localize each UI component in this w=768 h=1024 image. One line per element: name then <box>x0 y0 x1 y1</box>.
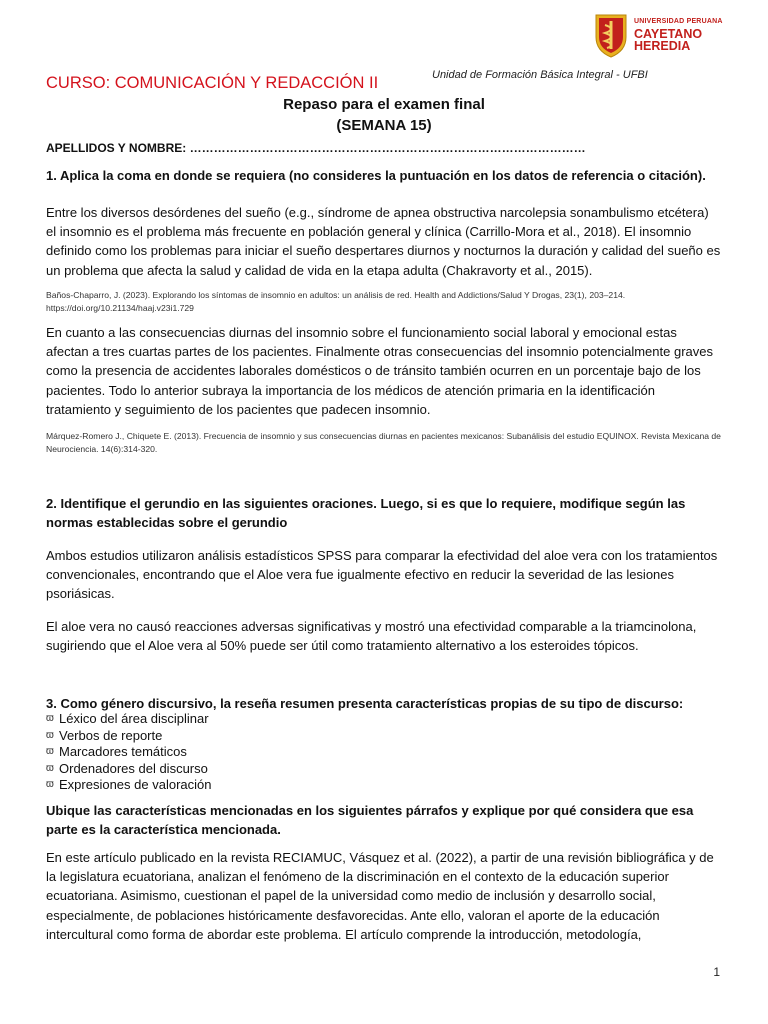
feature-label: Léxico del área disciplinar <box>59 711 209 726</box>
list-item <box>46 777 722 794</box>
section1-paragraph-2: En cuanto a las consecuencias diurnas del insomnio sobre el funcionamiento social laboral y emocional estas afectan a tres cuartas partes de los pacientes. Finalmente otras consecuencias del insomnio potencialmente graves como la presencia de accidentes laborales domésticos o de tránsito también ocurren en un porcentaje bajo de los pacientes. Todo lo anterior subraya la importancia de los médicos de atención primaria en la identificación tratamiento y seguimiento de los pacientes que padecen insomnio. <box>46 325 713 417</box>
list-item <box>46 744 722 761</box>
section1-paragraph-1: Entre los diversos desórdenes del sueño (e.g., síndrome de apnea obstructiva narcolepsia sonambulismo etcétera) el insomnio es el problema más frecuente en población general y clínica (Carrillo-Mora et al., 2018). El insomnio definido como los problemas para iniciar el sueño despertares diurnos y nocturnos la duración y calidad del sueño es un problema que afecta la salud y calidad de vida en la etapa adulta (Chakravorty et al., 2015). <box>46 205 721 278</box>
course-title: CURSO: COMUNICACIÓN Y REDACCIÓN II <box>46 74 379 92</box>
section1-heading: 1. Aplica la coma en donde se requiera (no consideres la puntuación en los datos de referencia o citación). <box>46 168 706 183</box>
bullet-icon: ϖ <box>46 762 54 774</box>
bullet-icon: ϖ <box>46 729 54 741</box>
feature-list <box>46 711 722 794</box>
section3-instruction: Ubique las características mencionadas en los siguientes párrafos y explique por qué considera que esa parte es la característica mencionada. <box>46 803 694 838</box>
student-name-line: APELLIDOS Y NOMBRE: ……………………………………………………………………………………… <box>46 141 586 155</box>
bullet-icon: ϖ <box>46 746 54 757</box>
section3-heading: 3. Como género discursivo, la reseña resumen presenta características propias de su tipo de discurso: <box>46 696 684 711</box>
page-number: 1 <box>713 965 720 979</box>
section1-reference-2: Márquez-Romero J., Chiquete E. (2013). Frecuencia de insomnio y sus consecuencias diurnas en pacientes mexicanos: Subanálisis del estudio EQUINOX. Revista Mexicana de Neurociencia. 14(6):314-320. <box>46 431 721 454</box>
feature-label: Expresiones de valoración <box>59 777 212 792</box>
page-subtitle: (SEMANA 15) <box>336 117 432 134</box>
section3-feature-list-wrapper <box>46 711 722 794</box>
bullet-icon: ϖ <box>46 779 54 790</box>
university-logo <box>592 10 752 60</box>
list-item <box>46 761 722 778</box>
page-title: Repaso para el examen final <box>283 96 485 113</box>
section1-reference-1: Baños-Chaparro, J. (2023). Explorando los síntomas de insomnio en adultos: un análisis de red. Health and Addictions/Salud Y Drogas, 23(1), 203–214. https://doi.org/10.21134/haaj.v23i1.729 <box>46 290 626 313</box>
bullet-icon: ϖ <box>46 713 54 724</box>
section2-heading: 2. Identifique el gerundio en las siguientes oraciones. Luego, si es que lo requiere, modifique según las normas establecidas sobre el gerundio <box>46 496 686 531</box>
unit-label: Unidad de Formación Básica Integral - UFBI <box>432 69 648 81</box>
logo-university-label: UNIVERSIDAD PERUANA <box>634 17 723 25</box>
logo-university-name: CAYETANO HEREDIA <box>634 26 703 53</box>
section2-paragraph-2: El aloe vera no causó reacciones adversas significativas y mostró una efectividad comparable a la triamcinolona, sugiriendo que el Aloe vera al 50% puede ser útil como tratamiento alternativo a los esteroides tópicos. <box>46 619 697 654</box>
feature-label: Verbos de reporte <box>59 727 163 743</box>
section2-paragraph-1: Ambos estudios utilizaron análisis estadísticos SPSS para comparar la efectividad del aloe vera con los tratamientos convencionales, encontrando que el Aloe vera fue igualmente efectivo en reducir la severidad de las lesiones psoriásicas. <box>46 548 718 602</box>
feature-label: Ordenadores del discurso <box>59 760 208 776</box>
university-shield-icon <box>592 11 630 59</box>
feature-label: Marcadores temáticos <box>59 744 187 759</box>
list-item <box>46 711 722 728</box>
list-item <box>46 728 722 745</box>
section3-paragraph: En este artículo publicado en la revista RECIAMUC, Vásquez et al. (2022), a partir de una revisión bibliográfica y de la legislatura ecuatoriana, analizan el fenómeno de la discriminación en el contexto de la educación superior ecuatoriana. Asimismo, cuestionan el papel de la universidad como medio de inclusión y desarrollo social, especialmente, de poblaciones históricamente desfavorecidas. Ante ello, valoran el aporte de la educación intercultural como forma de abordar este problema. El artículo comprende la introducción, metodología, <box>46 850 714 942</box>
